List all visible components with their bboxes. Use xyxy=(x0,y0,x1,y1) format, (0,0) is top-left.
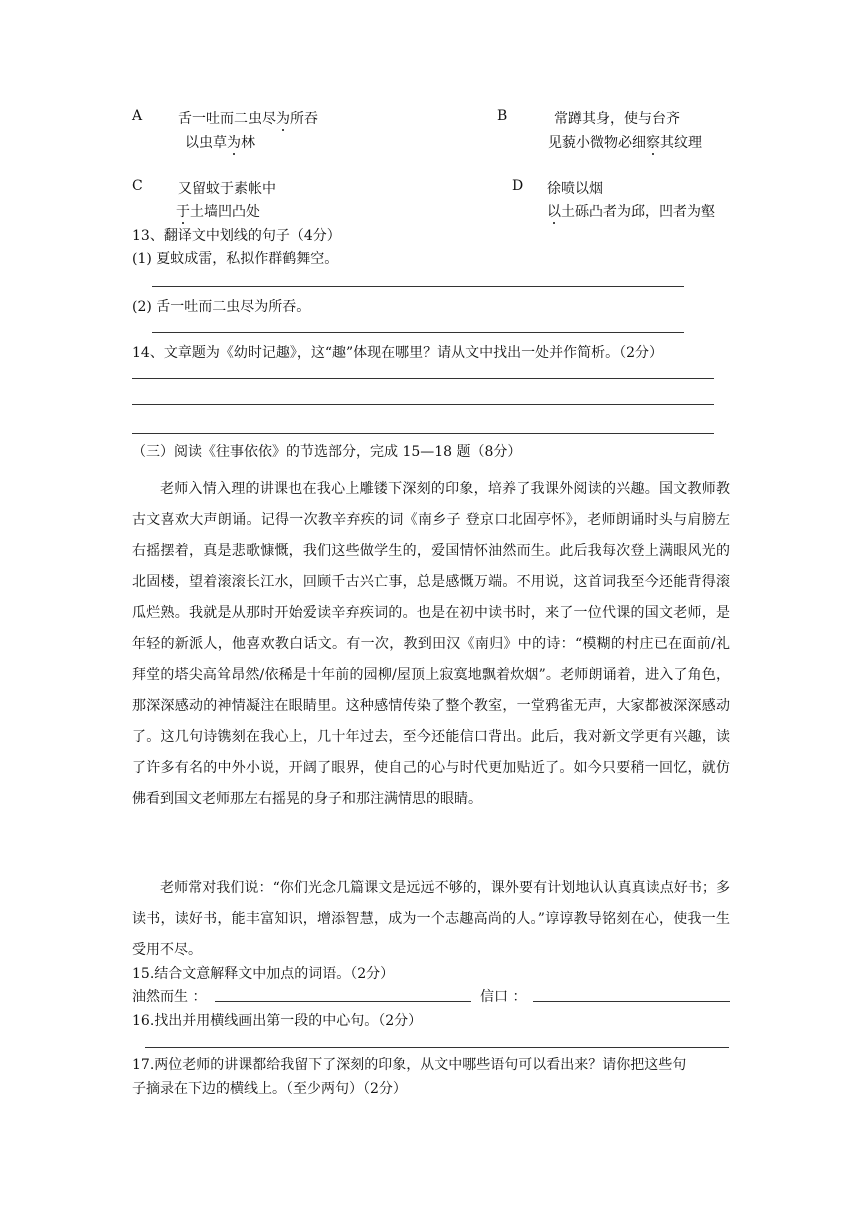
passage-paragraph-1: 老师入情入理的讲课也在我心上雕镂下深刻的印象，培养了我课外阅读的兴趣。国文教师教古文喜欢大声朗诵。记得一次教辛弃疾的词《南乡子 登京口北固亭怀》，老师朗诵时头与肩膀左右摇摆着，真是悲歌慷慨，我们这些做学生的，爱国情怀油然而生。此后我每次登上满眼风光的北固楼，望着滚滚长江水，回顾千古兴亡事，总是感慨万端。不用说，这首词我至今还能背得滚瓜烂熟。我就是从那时开始爱读辛弃疾词的。也是在初中读书时，来了一位代课的国文老师，是年轻的新派人，他喜欢教白话文。有一次，教到田汉《南归》中的诗：“模糊的村庄已在面前/礼拜堂的塔尖高耸昂然/依稀是十年前的园柳/屋顶上寂寞地飘着炊烟”。老师朗诵着，进入了角色，那深深感动的神情凝注在眼睛里。这种感情传染了整个教室，一堂鸦雀无声，大家都被深深感动了。这几句诗镌刻在我心上，几十年过去，至今还能信口背出。此后，我对新文学更有兴趣，读了许多有名的中外小说，开阔了眼界，使自己的心与时代更加贴近了。如今只要稍一回忆，就仿佛看到国文老师那左右摇晃的身子和那注满情思的眼睛。 xyxy=(132,481,730,807)
answer-line xyxy=(132,378,714,379)
option-a-line2: 以虫草为林 xyxy=(185,135,255,151)
option-b-label: B xyxy=(497,108,508,124)
option-a-line1: 舌一吐而二虫尽为所吞 xyxy=(178,111,318,127)
option-d-line1: 徐喷以烟 xyxy=(547,181,603,197)
emphasis-dot-char: 察 xyxy=(646,135,660,151)
reading-passage-2 xyxy=(132,873,730,966)
answer-line xyxy=(132,404,714,405)
option-b-line2: 见藐小微物必细察其纹理 xyxy=(548,135,702,151)
q14-title: 14、文章题为《幼时记趣》，这“趣”体现在哪里？请从文中找出一处并作简析。（2分） xyxy=(132,345,664,361)
q17-line-1: 17.两位老师的讲课都给我留下了深刻的印象，从文中哪些语句可以看出来？请你把这些句 xyxy=(132,1057,687,1073)
emphasis-dot-char: 以 xyxy=(547,204,561,220)
passage-paragraph-2: 老师常对我们说：“你们光念几篇课文是远远不够的，课外要有计划地认认真真读点好书；多读书，读好书，能丰富知识，增添智慧，成为一个志趣高尚的人。”谆谆教导铭刻在心，使我一生受用不尽。 xyxy=(132,880,730,958)
section3-title: （三）阅读《往事依依》的节选部分，完成 15—18 题（8分） xyxy=(132,444,522,460)
q15-term-2: 信口 ： xyxy=(480,989,527,1005)
emphasis-dot-char: 于 xyxy=(176,204,190,220)
answer-line xyxy=(132,433,714,434)
answer-line xyxy=(533,1001,730,1002)
option-a-label: A xyxy=(132,108,143,124)
q15-title: 15.结合文意解释文中加点的词语。（2分） xyxy=(132,966,395,982)
answer-line xyxy=(152,286,684,287)
q15-term-1: 油然而生 ： xyxy=(132,989,207,1005)
q13-sentence-2: (2) 舌一吐而二虫尽为所吞。 xyxy=(132,299,311,315)
answer-line xyxy=(215,1001,471,1002)
option-d-line2: 以土砾凸者为邱，凹者为壑 xyxy=(547,204,715,220)
q13-sentence-1: (1) 夏蚊成雷，私拟作群鹤舞空。 xyxy=(132,251,339,267)
q17-line-2: 子摘录在下边的横线上。（至少两句）（2分） xyxy=(132,1081,407,1097)
option-c-line1: 又留蚊于素帐中 xyxy=(178,181,276,197)
answer-line xyxy=(145,1047,729,1048)
emphasis-dot-char: 为 xyxy=(276,111,290,127)
option-d-label: D xyxy=(512,178,524,194)
option-c-line2: 于土墙凹凸处 xyxy=(176,204,260,220)
reading-passage xyxy=(132,474,730,815)
q13-title: 13、翻译文中划线的句子（4分） xyxy=(132,228,341,244)
answer-line xyxy=(152,332,684,333)
option-c-label: C xyxy=(132,178,143,194)
q16-title: 16.找出并用横线画出第一段的中心句。（2分） xyxy=(132,1013,423,1029)
emphasis-dot-char: 为 xyxy=(227,135,241,151)
option-b-line1: 常蹲其身，使与台齐 xyxy=(554,111,680,127)
